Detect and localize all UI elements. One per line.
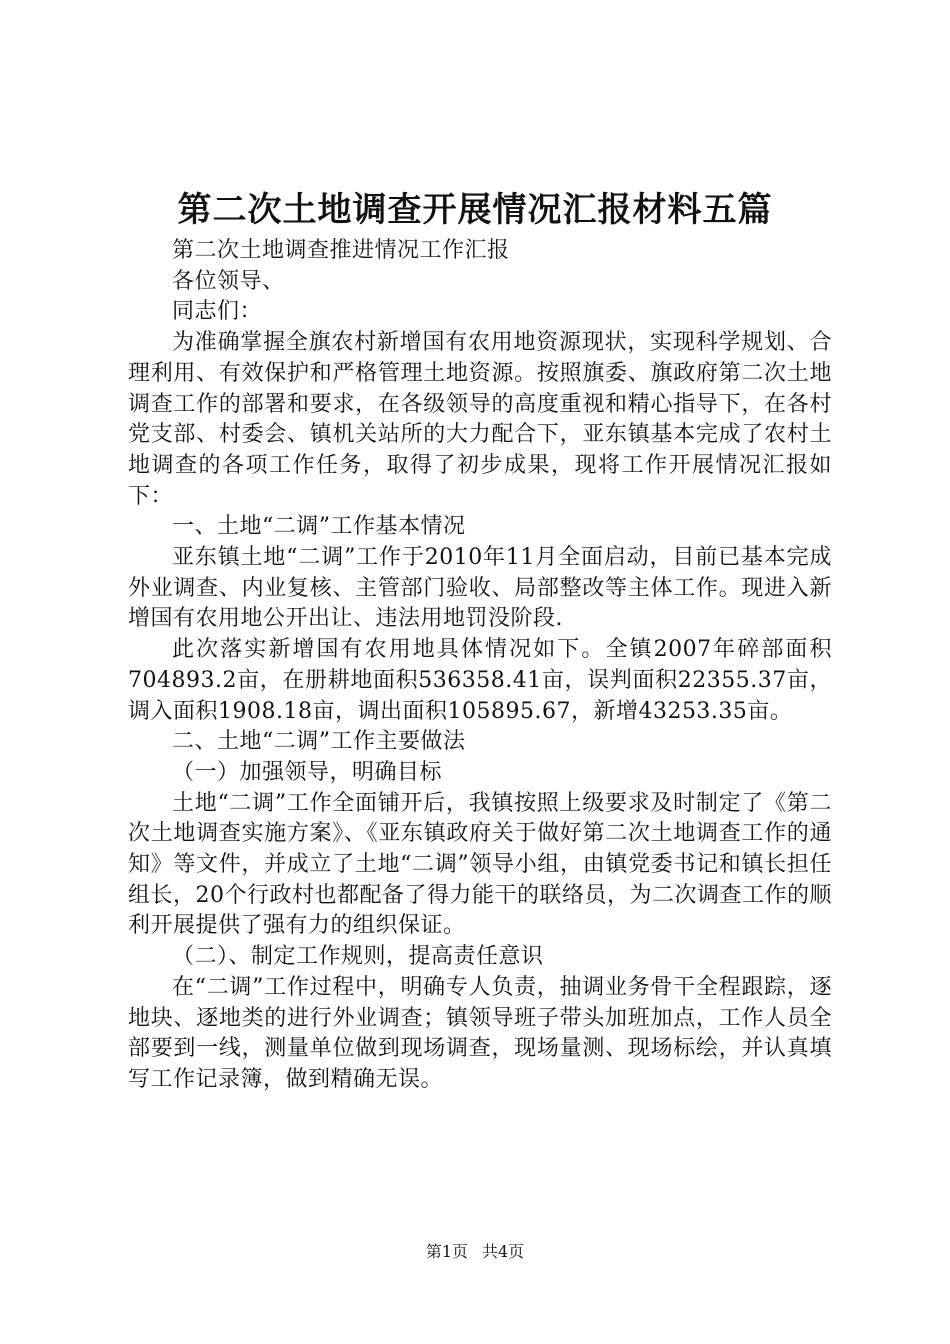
section-heading-1: 一、土地“二调”工作基本情况 xyxy=(172,514,466,540)
subsection-heading-1: （一）加强领导，明确目标 xyxy=(172,759,443,785)
subsection-heading-2: （二）、制定工作规则，提高责任意识 xyxy=(172,944,544,970)
section-1-paragraph-1: 亚东镇土地“二调”工作于2010年11月全面启动，目前已基本完成外业调查、内业复核、主管部门验收、局部整改等主体工作。现进入新增国有农用地公开出让、违法用地罚没阶段. xyxy=(128,545,832,632)
subsection-1-paragraph: 土地“二调”工作全面铺开后，我镇按照上级要求及时制定了《第二次土地调查实施方案》、《亚东镇政府关于做好第二次土地调查工作的通知》等文件，并成立了土地“二调”领导小组，由镇党委书记和镇长担任组长，20个行政村也都配备了得力能干的联络员，为二次调查工作的顺利开展提供了强有力的组织保证。 xyxy=(128,790,832,939)
document-title: 第二次土地调查开展情况汇报材料五篇 xyxy=(177,190,773,230)
salutation-line-1: 各位领导、 xyxy=(172,268,285,294)
intro-paragraph: 为准确掌握全旗农村新增国有农用地资源现状，实现科学规划、合理利用、有效保护和严格管理土地资源。按照旗委、旗政府第二次土地调查工作的部署和要求，在各级领导的高度重视和精心指导下，在各村党支部、村委会、镇机关站所的大力配合下，亚东镇基本完成了农村土地调查的各项工作任务，取得了初步成果，现将工作开展情况汇报如下： xyxy=(128,330,832,509)
subsection-2-paragraph: 在“二调”工作过程中，明确专人负责，抽调业务骨干全程跟踪，逐地块、逐地类的进行外业调查；镇领导班子带头加班加点，工作人员全部要到一线，测量单位做到现场调查，现场量测、现场标绘，并认真填写工作记录簿，做到精确无误。 xyxy=(128,974,832,1092)
subtitle-paragraph: 第二次土地调查推进情况工作汇报 xyxy=(172,238,510,263)
page-number: 第1页 xyxy=(425,1242,468,1261)
section-1-paragraph-2: 此次落实新增国有农用地具体情况如下。全镇2007年碎部面积704893.2亩，在册耕地面积536358.41亩，误判面积22355.37亩，调入面积1908.18亩，调出面积105895.67，新增43253.35亩。 xyxy=(128,637,832,724)
document-body xyxy=(128,236,832,1096)
salutation-line-2: 同志们： xyxy=(172,299,263,325)
page-footer xyxy=(0,1241,950,1263)
page-total: 共4页 xyxy=(482,1242,525,1261)
section-heading-2: 二、土地“二调”工作主要做法 xyxy=(172,729,466,755)
